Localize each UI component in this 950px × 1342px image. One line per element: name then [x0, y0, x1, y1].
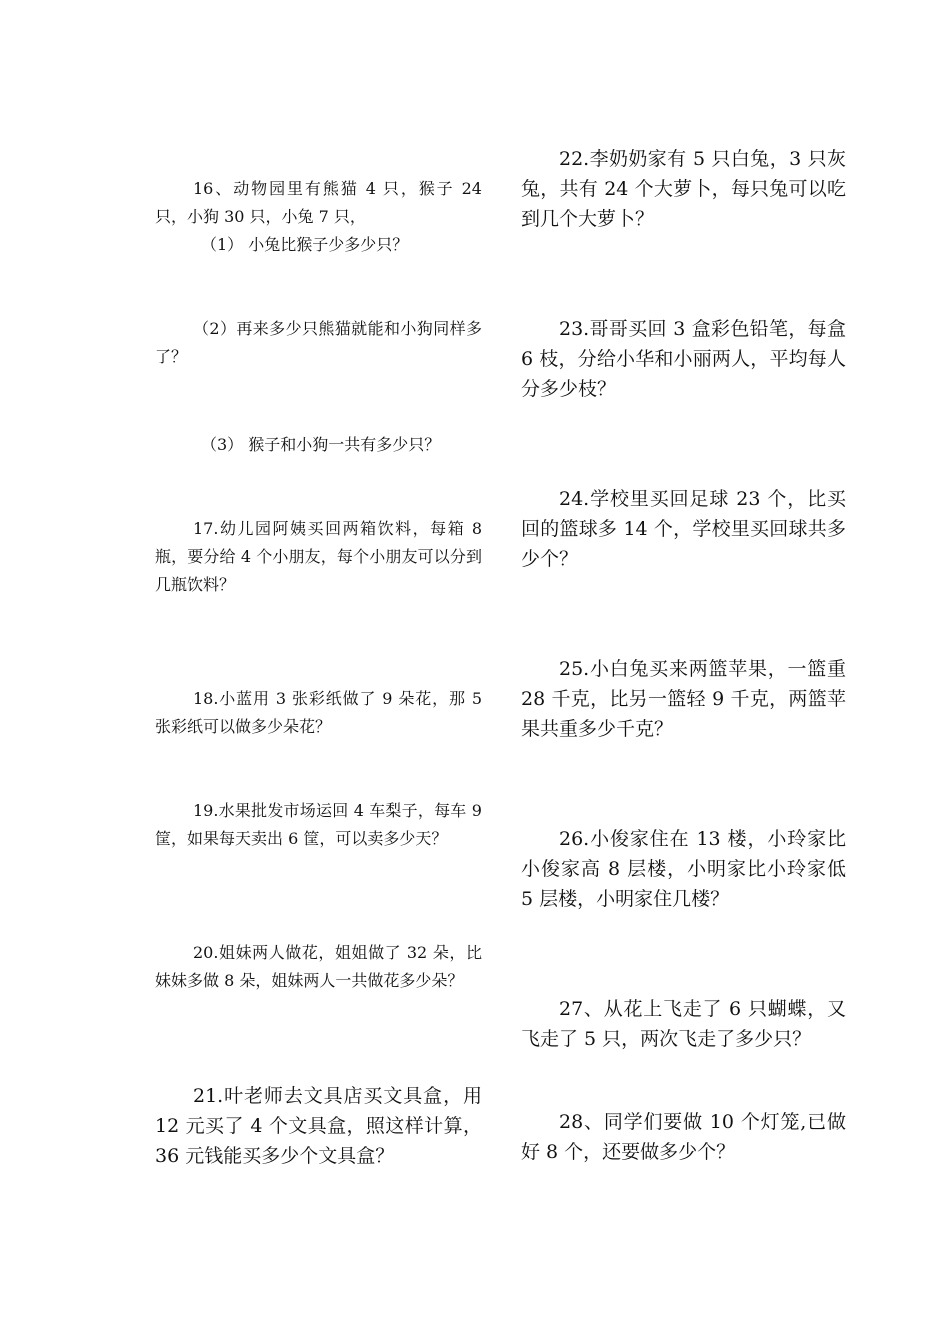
question-24: 24.学校里买回足球 23 个，比买回的篮球多 14 个，学校里买回球共多少个？ — [521, 488, 846, 570]
question-17: 17.幼儿园阿姨买回两箱饮料，每箱 8 瓶，要分给 4 个小朋友，每个小朋友可以分到几瓶饮料？ — [155, 519, 482, 594]
question-16: 16、动物园里有熊猫 4 只，猴子 24 只，小狗 30 只，小兔 7 只， — [155, 179, 482, 226]
question-16-part-3: （3） 猴子和小狗一共有多少只？ — [201, 435, 441, 454]
question-16-part-2: （2）再来多少只熊猫就能和小狗同样多了？ — [155, 319, 482, 366]
question-28: 28、同学们要做 10 个灯笼,已做好 8 个，还要做多少个？ — [521, 1111, 846, 1163]
question-27: 27、从花上飞走了 6 只蝴蝶，又飞走了 5 只，两次飞走了多少只？ — [521, 998, 846, 1050]
question-26: 26.小俊家住在 13 楼，小玲家比小俊家高 8 层楼，小明家比小玲家低 5 层楼，小明家住几楼？ — [521, 828, 846, 910]
question-16-part-1: （1） 小兔比猴子少多少只？ — [201, 235, 409, 254]
question-21: 21.叶老师去文具店买文具盒，用 12 元买了 4 个文具盒，照这样计算，36 元钱能买多少个文具盒？ — [155, 1085, 482, 1167]
question-23: 23.哥哥买回 3 盒彩色铅笔，每盒 6 枝，分给小华和小丽两人，平均每人分多少枝？ — [521, 318, 846, 400]
question-22: 22.李奶奶家有 5 只白兔，3 只灰兔，共有 24 个大萝卜，每只兔可以吃到几个大萝卜？ — [521, 148, 846, 230]
question-20: 20.姐妹两人做花，姐姐做了 32 朵，比妹妹多做 8 朵，姐妹两人一共做花多少朵？ — [155, 943, 482, 990]
question-25: 25.小白兔买来两篮苹果，一篮重 28 千克，比另一篮轻 9 千克，两篮苹果共重多少千克？ — [521, 658, 846, 740]
question-19: 19.水果批发市场运回 4 车梨子，每车 9 筐，如果每天卖出 6 筐，可以卖多少天？ — [155, 801, 482, 848]
question-18: 18.小蓝用 3 张彩纸做了 9 朵花，那 5 张彩纸可以做多少朵花？ — [155, 689, 482, 736]
